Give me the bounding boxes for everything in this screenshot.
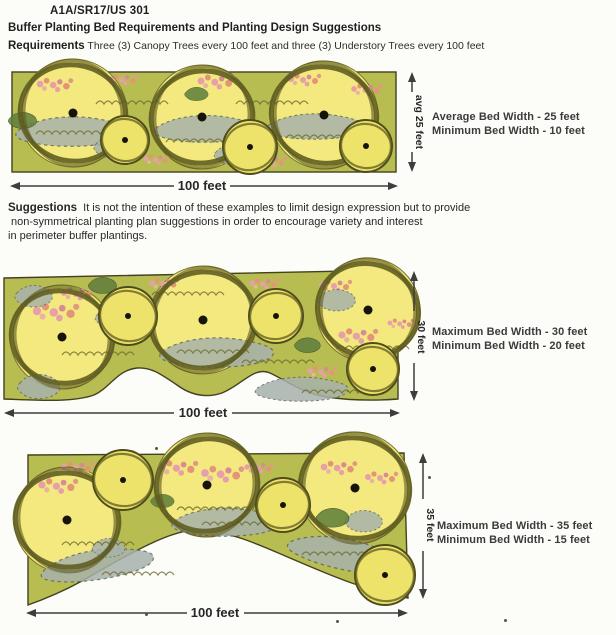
bed-plan-illustration-2 <box>2 253 432 423</box>
scan-speck <box>504 619 507 622</box>
understory-tree <box>345 343 401 395</box>
bed-plan-illustration-3 <box>2 423 434 631</box>
scan-speck <box>155 447 158 450</box>
understory-tree <box>338 120 394 172</box>
bed-note-2: Maximum Bed Width - 30 feet Minimum Bed Width - 20 feet <box>432 326 588 352</box>
bed-plan-illustration-1 <box>6 62 430 200</box>
suggestions-label: Suggestions <box>8 202 78 214</box>
requirements-text: Three (3) Canopy Trees every 100 feet and three (3) Understory Trees every 100 feet <box>87 40 485 52</box>
length-label: 100 feet <box>178 405 228 420</box>
requirements-label: Requirements <box>8 40 85 52</box>
width-label: avg 25 feet <box>413 94 425 150</box>
length-dimension <box>10 178 398 193</box>
width-label: 35 feet <box>424 508 436 542</box>
width-dimension <box>419 453 436 599</box>
length-dimension <box>26 605 408 620</box>
requirements-line <box>8 40 484 52</box>
bed-note-3: Maximum Bed Width - 35 feet Minimum Bed Width - 15 feet <box>437 520 593 546</box>
route-title: A1A/SR17/US 301 <box>50 5 150 17</box>
scan-speck <box>145 613 148 616</box>
width-label: 30 feet <box>415 320 427 354</box>
scan-speck <box>428 476 431 479</box>
width-dimension <box>408 72 425 172</box>
understory-tree <box>254 478 312 532</box>
length-dimension <box>4 405 400 420</box>
page-title: Buffer Planting Bed Requirements and Planting Design Suggestions <box>8 22 382 34</box>
scan-speck <box>336 620 339 623</box>
suggestions-paragraph: Suggestions It is not the intention of these examples to limit design expression but to provide non-symmetrical planting plan suggestions in order to encourage variety and interest in perimeter buffer plantings. <box>8 202 471 242</box>
length-label: 100 feet <box>177 178 227 193</box>
length-label: 100 feet <box>190 605 240 620</box>
bed-note-1: Average Bed Width - 25 feet Minimum Bed Width - 10 feet <box>432 111 585 137</box>
